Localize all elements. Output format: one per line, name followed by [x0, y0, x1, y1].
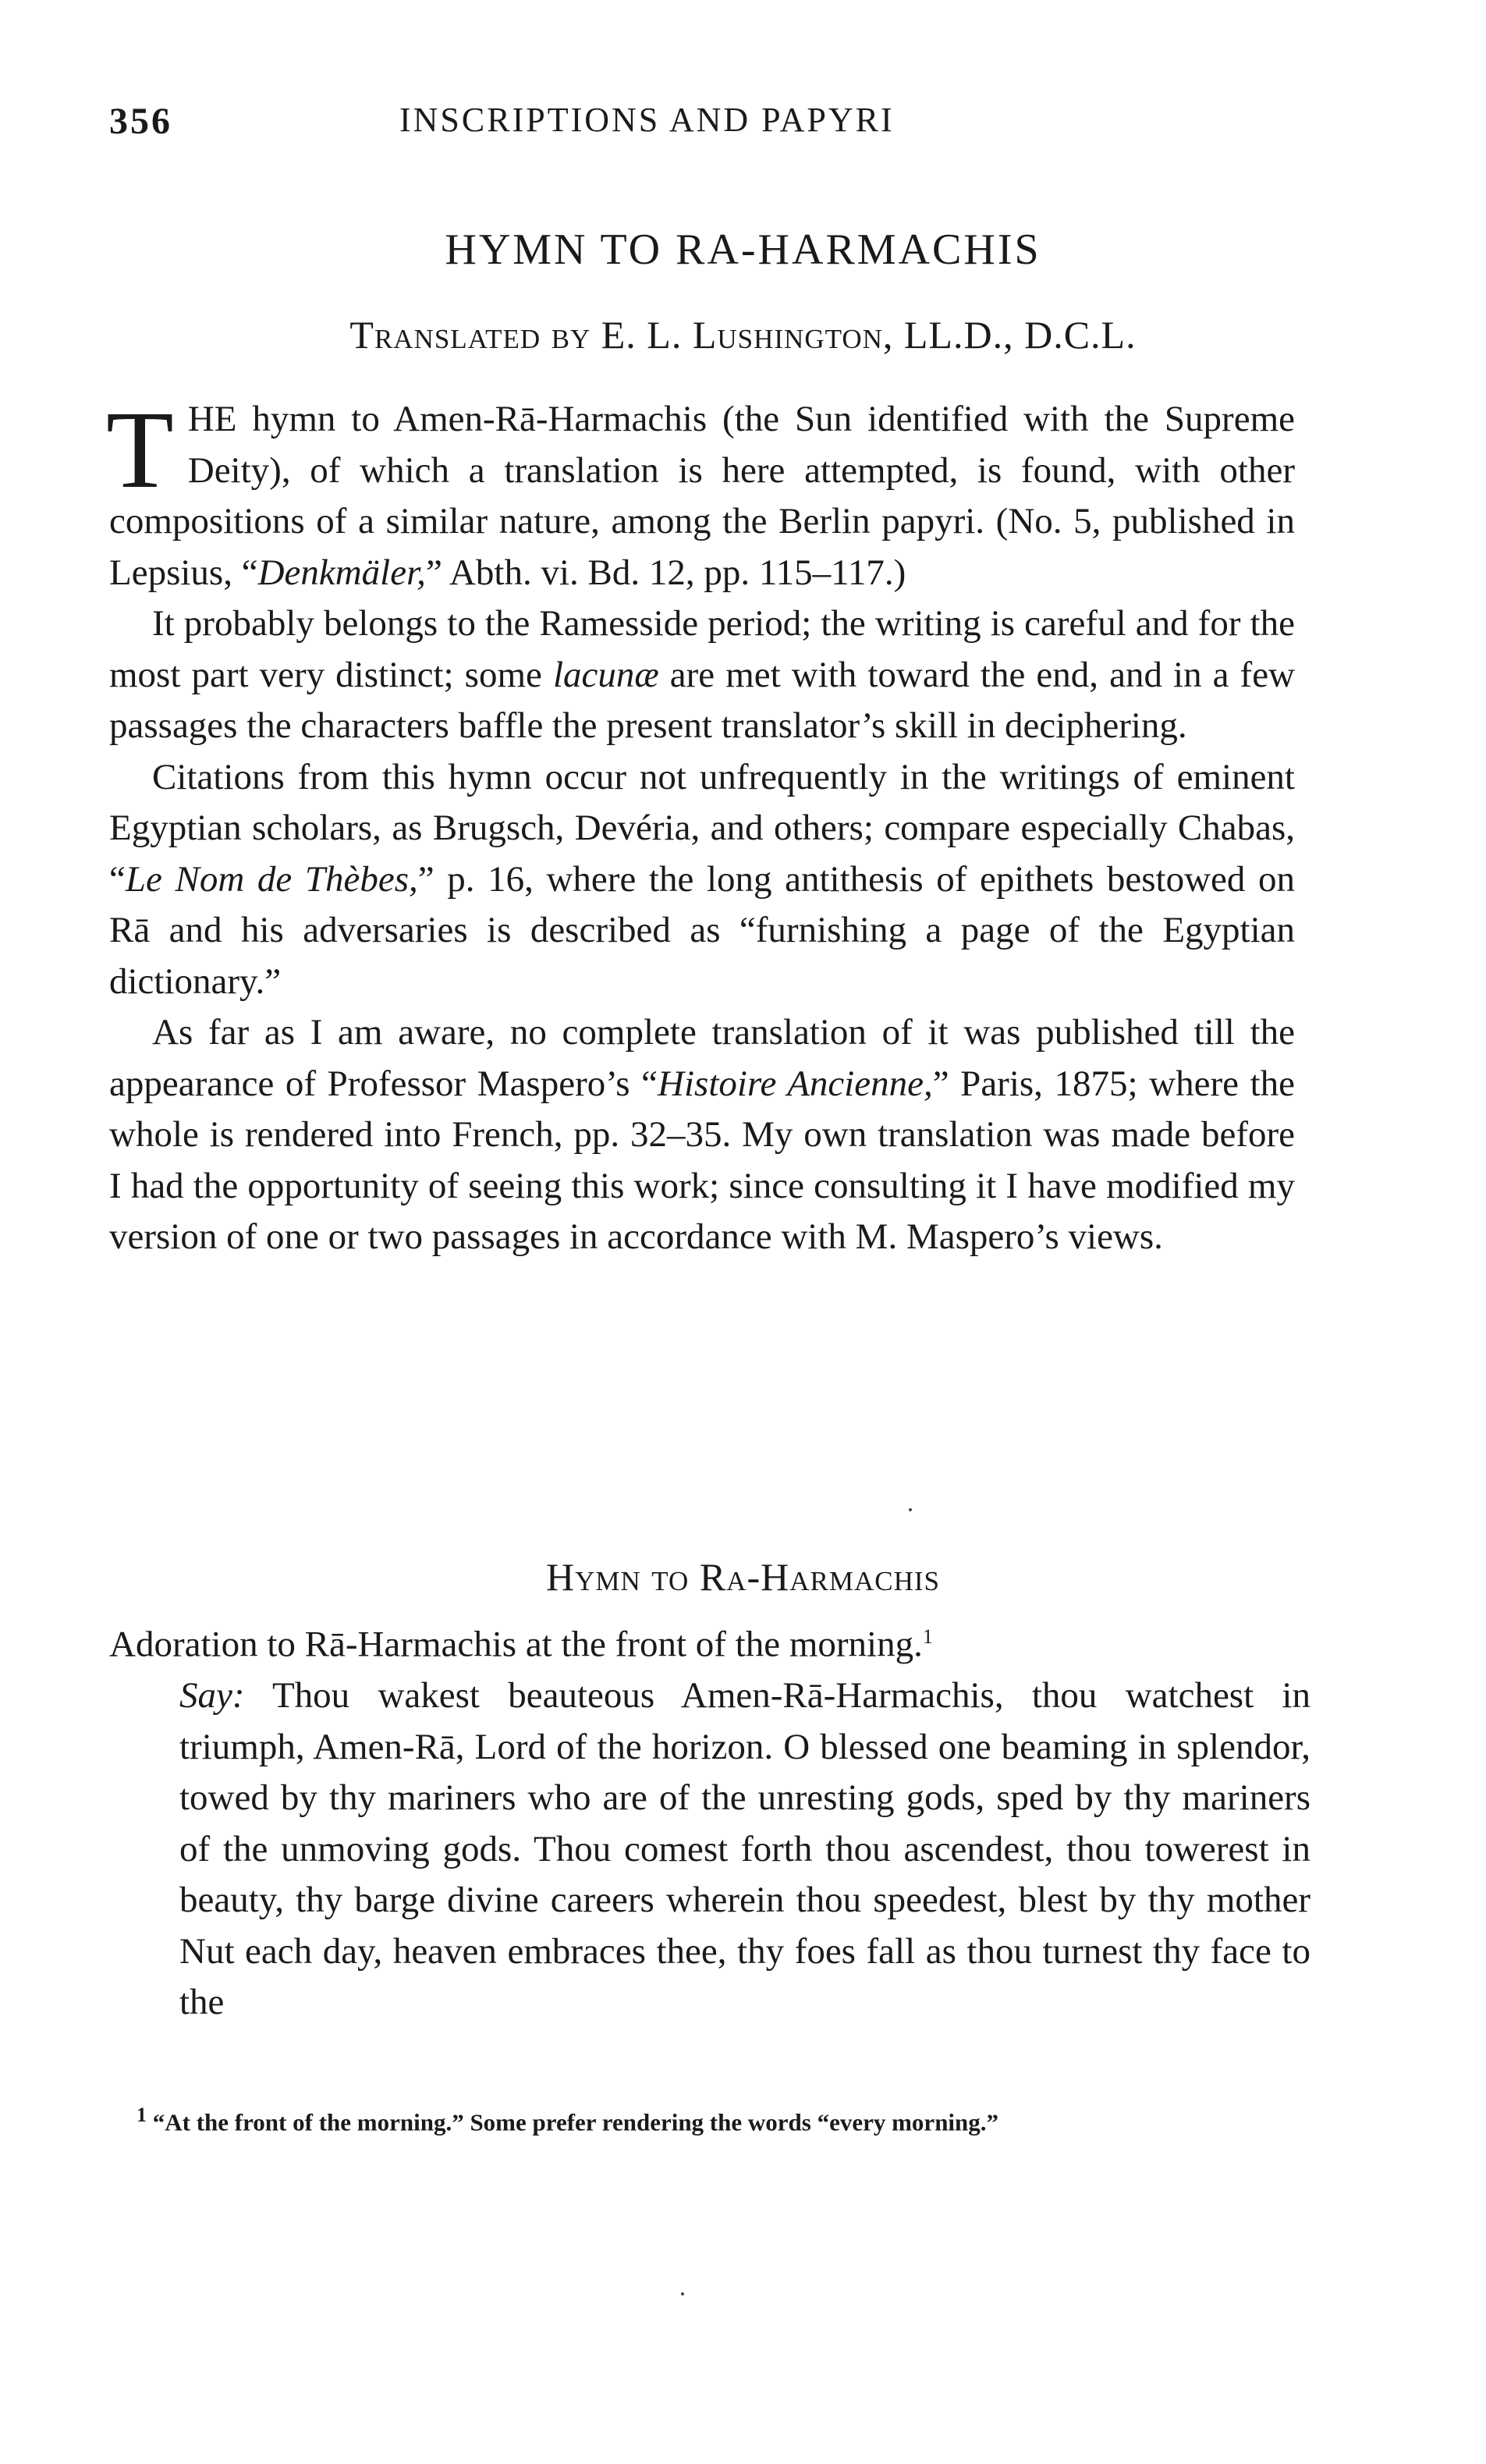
- footnote-ref: 1: [922, 1625, 933, 1648]
- translator-byline: Translated by E. L. Lushington, LL.D., D.C.L.: [349, 313, 1137, 357]
- running-header: [109, 100, 1377, 154]
- section-heading: Hymn to Ra-Harmachis: [546, 1555, 940, 1599]
- introduction: [106, 388, 1295, 1263]
- intro-paragraph-2: It probably belongs to the Ramesside period; the writing is careful and for the most part very distinct; some lacunæ are met with toward the end, and in a few passages the characters baffle the present translator’s skill in deciphering.: [109, 603, 1295, 746]
- page-number: 356: [109, 101, 172, 142]
- intro-paragraph-4: As far as I am aware, no complete translation of it was published till the appearance of Professor Maspero’s “Histoire Ancienne,” Paris, 1875; where the whole is rendered into French, pp. 32–35. My own translation was made before I had the opportunity of seeing this work; since consulting it I have modified my version of one or two passages in accordance with M. Maspero’s views.: [109, 1012, 1295, 1257]
- work-title-italic: Histoire Ancienne,: [658, 1063, 933, 1104]
- intro-paragraph-3: Citations from this hymn occur not unfrequently in the writings of eminent Egyptian scholars, as Brugsch, Devéria, and others; compare especially Chabas, “Le Nom de Thèbes,” p. 16, where the long antithesis of epithets bestowed on Rā and his adversaries is described as “furnishing a page of the Egyptian dictionary.”: [109, 756, 1295, 1002]
- scan-speck: [681, 2292, 684, 2295]
- document-title: HYMN TO RA-HARMACHIS: [445, 225, 1041, 274]
- footnote-marker: 1: [137, 2104, 147, 2126]
- intro-paragraph-1: THE hymn to Amen-Rā-Harmachis (the Sun identified with the Supreme Deity), of which a translation is here attempted, is found, with other compositions of a similar nature, among the Berlin papyri. (No. 5, published in Lepsius, “Denkmäler,” Abth. vi. Bd. 12, pp. 115–117.): [106, 388, 1295, 593]
- hymn-text: [109, 1611, 1310, 2029]
- hymn-verse: Say: Thou wakest beauteous Amen-Rā-Harmachis, thou watchest in triumph, Amen-Rā, Lord of the horizon. O blessed one beaming in splendor, towed by thy mariners who are of the unresting gods, sped by thy mariners of the unmoving gods. Thou comest forth thou ascendest, thou towerest in beauty, thy barge divine careers wherein thou speedest, blest by thy mother Nut each day, heaven embraces thee, thy foes fall as thou turnest thy face to the: [179, 1675, 1310, 2023]
- running-title: INSCRIPTIONS AND PAPYRI: [399, 101, 895, 139]
- footnote: $^1$ “At the front of the morning.” Some prefer rendering the words “every morning.”: [137, 2104, 999, 2136]
- scan-speck: [909, 1508, 912, 1511]
- lacunae-italic: lacunæ: [552, 654, 659, 695]
- work-title-italic: Denkmäler,: [257, 552, 426, 593]
- drop-cap: T: [106, 388, 174, 511]
- say-label: Say:: [179, 1675, 245, 1717]
- hymn-opening-line: Adoration to Rā-Harmachis at the front of the morning.$^1$: [109, 1624, 933, 1665]
- work-title-italic: Le Nom de Thèbes,: [125, 858, 418, 900]
